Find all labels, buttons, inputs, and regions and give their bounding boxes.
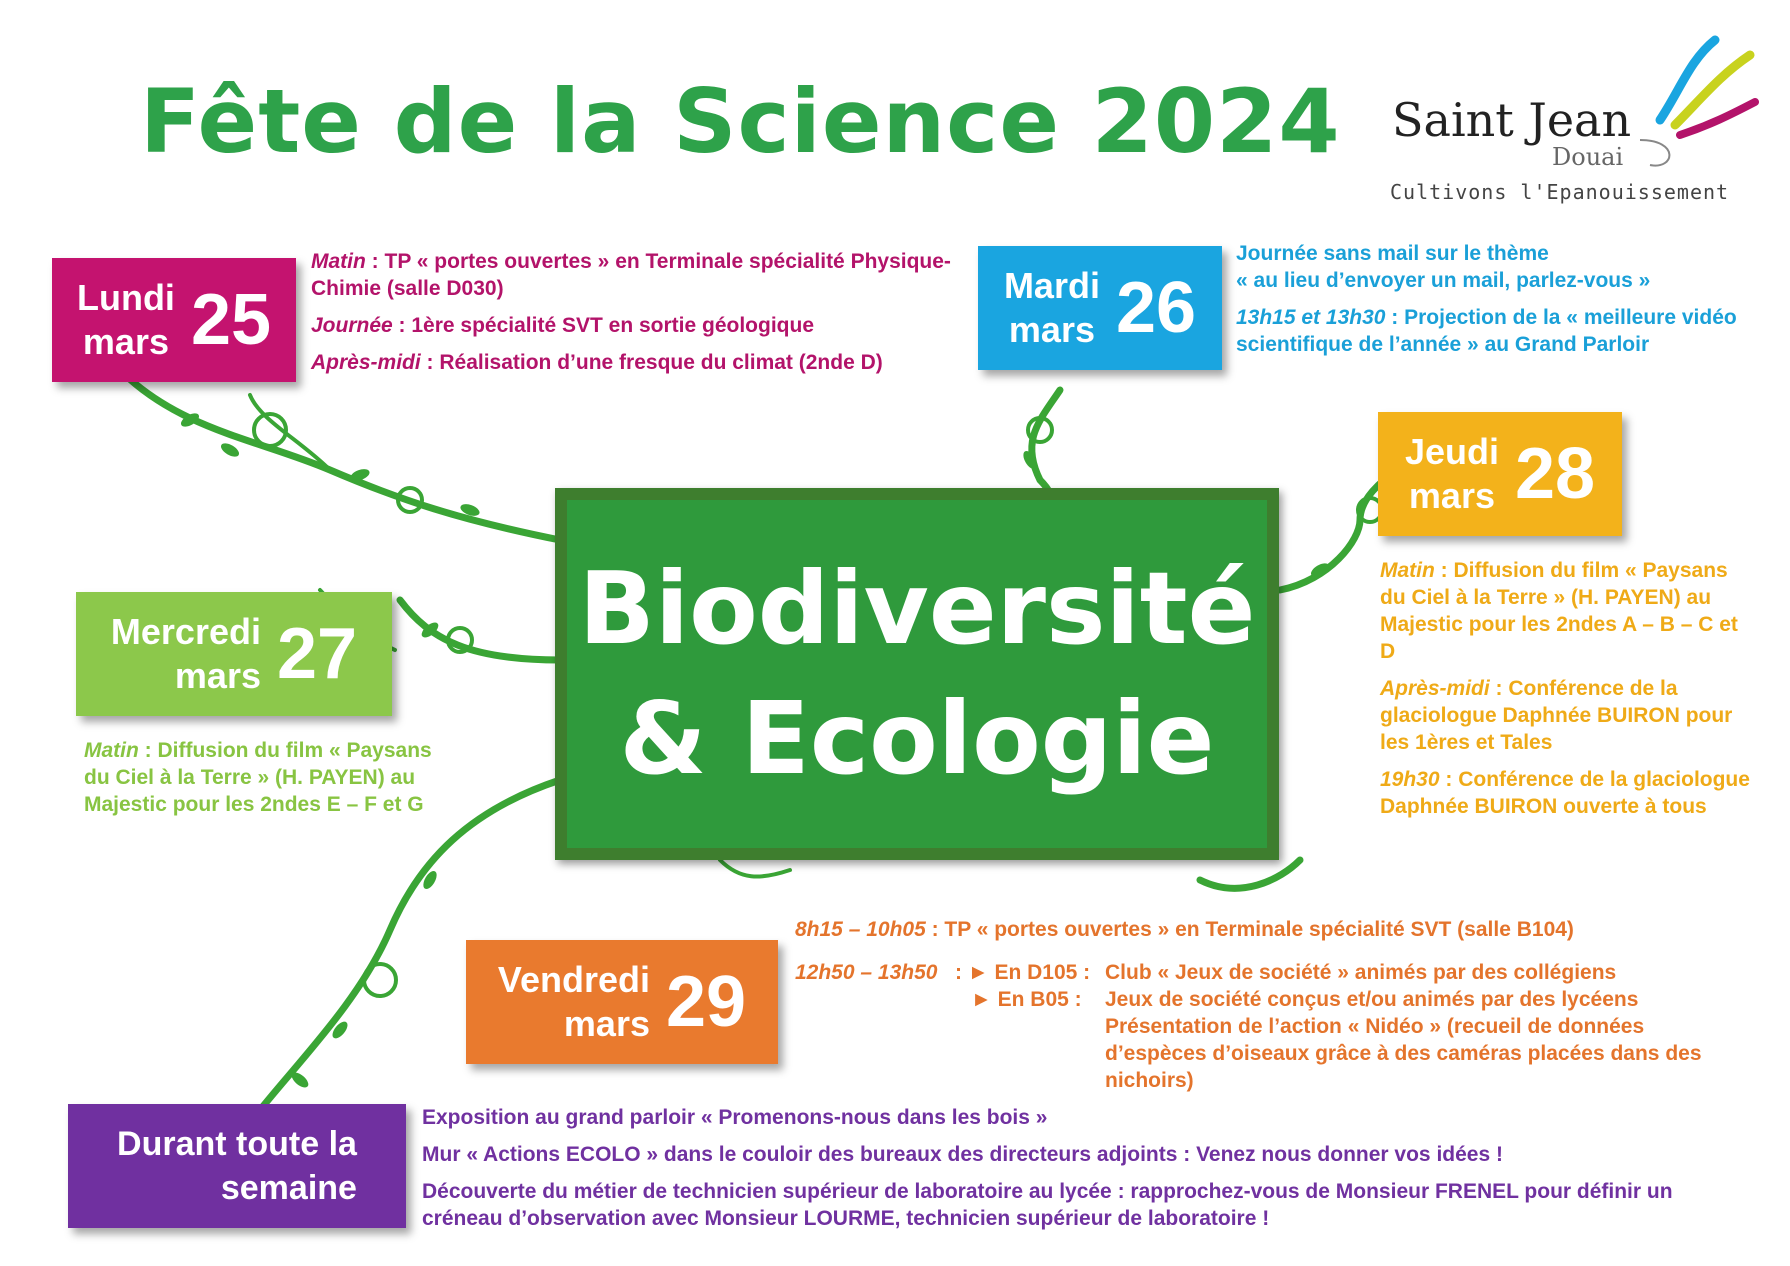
day-name: Jeudi: [1404, 431, 1499, 472]
day-name: Mardi: [1003, 265, 1100, 306]
thursday-events: [1380, 557, 1750, 830]
event-text: Club « Jeux de société » animés par des collégiens: [1105, 961, 1617, 984]
event-label: Matin: [1380, 559, 1435, 582]
event-prefix: ► En B05 :: [971, 988, 1082, 1011]
day-number: 26: [1115, 268, 1197, 348]
page-title: Fête de la Science 2024: [140, 70, 1341, 173]
week-line-1: Durant toute la: [117, 1125, 357, 1163]
friday-events: [795, 916, 1775, 1094]
event-label: Après-midi: [311, 351, 421, 374]
event-label: Matin: [311, 250, 366, 273]
logo-city: Douai: [1552, 143, 1624, 171]
event-text: « au lieu d’envoyer un mail, parlez-vous »: [1236, 269, 1651, 292]
day-month: mars: [1408, 475, 1495, 516]
event-text: : Conférence de la glaciologue Daphnée BUIRON pour les 1ères et Tales: [1380, 677, 1733, 754]
day-box-thursday: [1378, 412, 1622, 536]
logo-name: Saint Jean: [1392, 93, 1632, 147]
day-box-week: [68, 1104, 406, 1228]
theme-box: [555, 488, 1279, 860]
event-text: : 1ère spécialité SVT en sortie géologique: [392, 314, 814, 337]
day-number: 29: [665, 962, 747, 1042]
theme-line-2: & Ecologie: [619, 680, 1215, 797]
day-name: Vendredi: [497, 959, 650, 1000]
week-events: [422, 1104, 1732, 1242]
theme-line-1: Biodiversité: [578, 550, 1256, 667]
event-text: : Diffusion du film « Paysans du Ciel à la Terre » (H. PAYEN) au Majestic pour les 2ndes A – B – C et D: [1380, 559, 1738, 663]
event-label: Matin: [84, 739, 139, 762]
event-text: : Réalisation d’une fresque du climat (2nde D): [420, 351, 883, 374]
event-text: Journée sans mail sur le thème: [1236, 242, 1549, 265]
event-text: Découverte du métier de technicien supérieur de laboratoire au lycée : rapprochez-vous de Monsieur FRENEL pour définir un créneau d’observation avec Monsieur LOURME, technicien supérieur de laboratoire !: [422, 1180, 1673, 1230]
day-box-wednesday: [76, 592, 392, 716]
event-text: Exposition au grand parloir « Promenons-nous dans les bois »: [422, 1106, 1048, 1129]
day-number: 28: [1514, 434, 1596, 514]
event-text: Jeux de société conçus et/ou animés par des lycéens: [1105, 988, 1639, 1011]
day-month: mars: [563, 1003, 650, 1044]
event-text: Présentation de l’action « Nidéo » (recueil de données d’espèces d’oiseaux grâce à des caméras placées dans des nichoirs): [1105, 1015, 1702, 1092]
monday-events: [311, 248, 951, 386]
event-label: 8h15 – 10h05: [795, 918, 926, 941]
day-number: 25: [190, 280, 272, 360]
tuesday-events: [1236, 240, 1776, 368]
day-month: mars: [1008, 309, 1095, 350]
event-text: : TP « portes ouvertes » en Terminale spécialité Physique-Chimie (salle D030): [311, 250, 951, 300]
day-name: Mercredi: [110, 611, 261, 652]
logo-tagline: Cultivons l'Epanouissement: [1390, 180, 1730, 204]
event-prefix: : ► En D105 :: [955, 961, 1091, 984]
event-label: 13h15 et 13h30: [1236, 306, 1386, 329]
day-box-friday: [466, 940, 778, 1064]
event-text: : Conférence de la glaciologue Daphnée BUIRON ouverte à tous: [1380, 768, 1750, 818]
day-box-tuesday: [978, 246, 1222, 370]
logo-brush-icon: [1620, 30, 1760, 170]
event-text: Mur « Actions ECOLO » dans le couloir des bureaux des directeurs adjoints : Venez nous donner vos idées !: [422, 1143, 1503, 1166]
event-label: 19h30: [1380, 768, 1440, 791]
event-text: : TP « portes ouvertes » en Terminale spécialité SVT (salle B104): [925, 918, 1574, 941]
wednesday-events: [84, 737, 434, 828]
event-label: Journée: [311, 314, 393, 337]
day-month: mars: [174, 655, 261, 696]
week-line-2: semaine: [220, 1169, 357, 1207]
day-number: 27: [276, 614, 358, 694]
event-text: : Projection de la « meilleure vidéo scientifique de l’année » au Grand Parloir: [1236, 306, 1737, 356]
day-box-monday: [52, 258, 296, 382]
event-label: Après-midi: [1380, 677, 1490, 700]
event-label: 12h50 – 13h50: [795, 961, 938, 984]
event-text: : Diffusion du film « Paysans du Ciel à la Terre » (H. PAYEN) au Majestic pour les 2ndes E – F et G: [84, 739, 432, 816]
day-name: Lundi: [76, 277, 175, 318]
day-month: mars: [82, 321, 169, 362]
